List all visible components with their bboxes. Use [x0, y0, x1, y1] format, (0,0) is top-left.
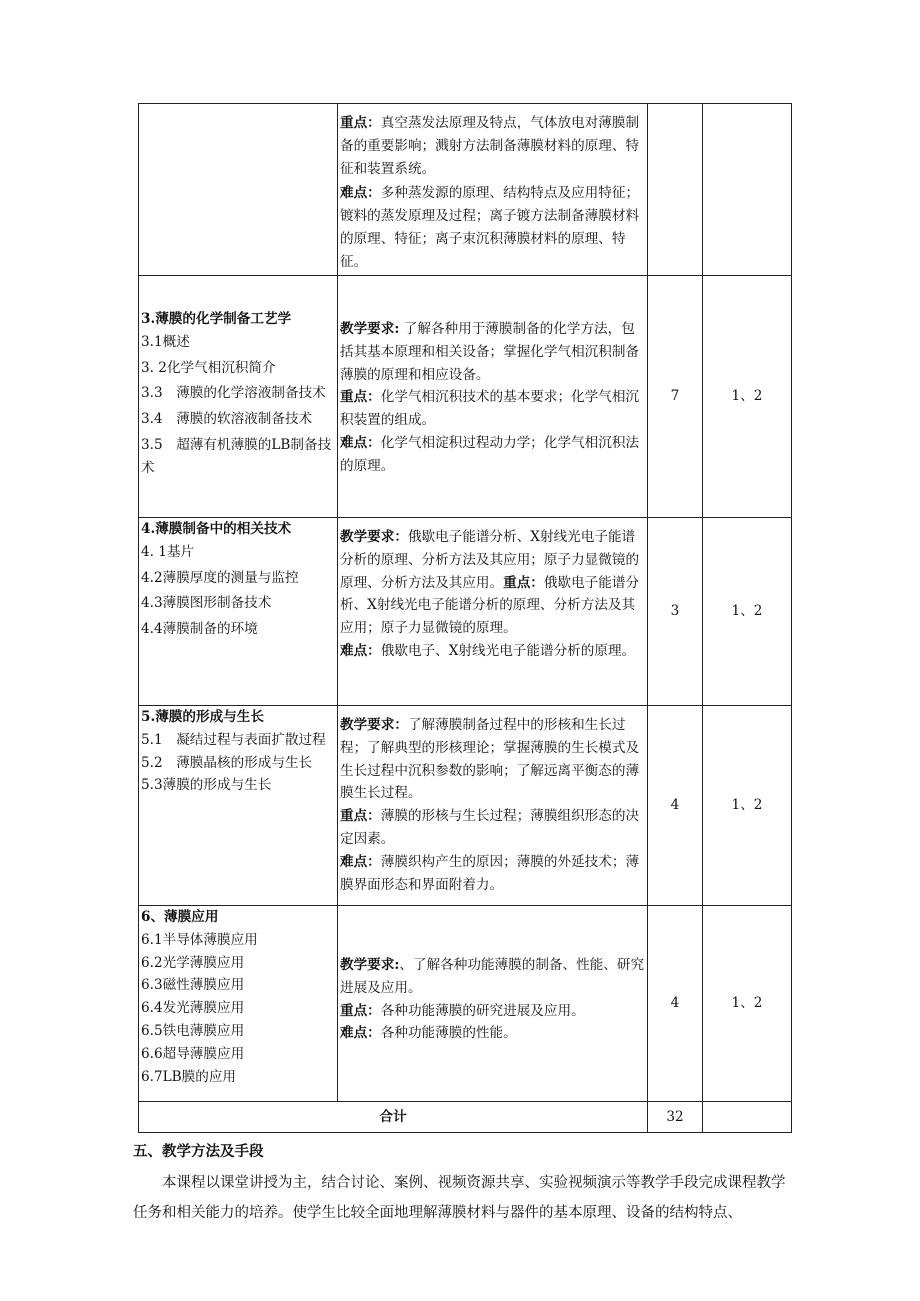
requirement-label: 教学要求: — [340, 957, 400, 973]
requirement-text: 化学气相淀积过程动力学；化学气相沉积法的原理。 — [340, 434, 640, 474]
requirement-block — [340, 714, 645, 805]
chapter-requirements — [338, 104, 648, 276]
chapter-row — [139, 104, 792, 276]
chapter-row — [139, 518, 792, 706]
chapter-requirements — [338, 276, 648, 518]
subtopic: 6.7LB膜的应用 — [141, 1068, 237, 1085]
requirement-label: 难点： — [340, 185, 381, 202]
requirement-text: 薄膜的形核与生长过程；薄膜组织形态的决定因素。 — [340, 808, 640, 847]
requirement-text: 、了解各种功能薄膜的制备、性能、研究进展及应用。 — [340, 957, 645, 996]
requirement-text: 化学气相沉积技术的基本要求；化学气相沉积装置的组成。 — [340, 389, 640, 429]
requirement-label: 难点： — [340, 434, 381, 451]
subtopic: 6.6超导薄膜应用 — [141, 1045, 245, 1062]
chapter-topics — [139, 518, 338, 706]
class-hours: 3 — [648, 518, 703, 706]
requirement-label: 教学要求： — [340, 717, 408, 733]
chapter-row — [139, 906, 792, 1102]
requirement-text: 了解薄膜制备过程中的形核和生长过程；了解典型的形核理论；掌握薄膜的生长模式及生长过程中沉积参数的影响；了解远离平衡态的薄膜生长过程。 — [340, 717, 640, 802]
requirement-text: 多种蒸发源的原理、结构特点及应用特征；镀料的蒸发原理及过程；离子镀方法制备薄膜材料的原理、特征；离子束沉积薄膜材料的原理、特征。 — [340, 185, 640, 270]
subtopic: 4.3薄膜图形制备技术 — [141, 595, 272, 612]
subtopic: 5.3薄膜的形成与生长 — [141, 777, 272, 794]
course-goals: 1、2 — [703, 706, 792, 906]
requirement-text: 俄歇电子能谱分析、X射线光电子能谱分析的原理、分析方法及其应用；原子力显微镜的原理、分析方法及其应用。 — [340, 529, 640, 591]
class-hours: 7 — [648, 276, 703, 518]
chapter-title: 5.薄膜的形成与生长 — [141, 709, 264, 725]
requirement-block — [340, 851, 645, 897]
chapter-row — [139, 706, 792, 906]
requirement-block — [340, 805, 645, 851]
method-paragraph: 本课程以课堂讲授为主，结合讨论、案例、视频资源共享、实验视频演示等教学手段完成课程教学任务和相关能力的培养。使学生比较全面地理解薄膜材料与器件的基本原理、设备的结构特点、 — [133, 1175, 786, 1221]
requirement-block — [340, 318, 645, 386]
requirement-text: 了解各种用于薄膜制备的化学方法，包括其基本原理和相关设备；掌握化学气相沉积制备薄膜的原理和相应设备。 — [340, 321, 640, 383]
subtopic: 6.1半导体薄膜应用 — [141, 931, 258, 948]
subtopic: 3.5 超薄有机薄膜的LB制备技术 — [141, 436, 332, 476]
class-hours — [648, 104, 703, 276]
chapter-title: 4.薄膜制备中的相关技术 — [141, 521, 292, 537]
chapter-requirements — [338, 706, 648, 906]
requirement-label: 难点： — [340, 642, 381, 659]
requirement-block — [340, 640, 645, 663]
requirement-block — [340, 182, 645, 273]
requirement-label: 教学要求： — [340, 529, 408, 545]
chapter-topics — [139, 104, 338, 276]
course-goals: 1、2 — [703, 518, 792, 706]
requirement-label: 重点： — [503, 574, 544, 591]
course-goals: 1、2 — [703, 906, 792, 1102]
requirement-label: 难点： — [340, 853, 381, 870]
total-label: 合计 — [139, 1102, 648, 1133]
requirement-block — [340, 1022, 645, 1045]
subtopic: 4.4薄膜制备的环境 — [141, 621, 258, 638]
chapter-topics — [139, 706, 338, 906]
subtopic: 6.3磁性薄膜应用 — [141, 977, 245, 994]
requirement-text: 各种功能薄膜的性能。 — [380, 1025, 517, 1042]
course-goals: 1、2 — [703, 276, 792, 518]
subtopic: 3.3 薄膜的化学溶液制备技术 — [141, 385, 326, 402]
requirement-label: 难点： — [340, 1025, 381, 1042]
requirement-block — [340, 112, 645, 180]
requirement-label: 重点： — [340, 1002, 381, 1019]
requirement-label: 重点： — [340, 808, 381, 825]
chapter-title: 6、薄膜应用 — [141, 909, 219, 925]
requirement-text: 各种功能薄膜的研究进展及应用。 — [380, 1002, 585, 1019]
requirement-label: 教学要求: — [340, 321, 400, 337]
subtopic: 6.5铁电薄膜应用 — [141, 1022, 245, 1039]
requirement-label: 重点： — [340, 115, 381, 131]
chapter-topics — [139, 276, 338, 518]
requirement-text: 真空蒸发法原理及特点，气体放电对薄膜制备的重要影响；溅射方法制备薄膜材料的原理、特征和装置系统。 — [340, 115, 640, 177]
requirement-text: 俄歇电子、X射线光电子能谱分析的原理。 — [380, 642, 636, 659]
section-title: 五、教学方法及手段 — [133, 1143, 264, 1160]
requirement-text: 俄歇电子能谱分析、X射线光电子能谱分析的原理、分析方法及其应用；原子力显微镜的原理。 — [340, 574, 640, 637]
chapter-title: 3.薄膜的化学制备工艺学 — [141, 311, 292, 327]
subtopic: 5.1 凝结过程与表面扩散过程 — [141, 731, 326, 748]
requirement-label: 重点： — [340, 389, 381, 406]
class-hours: 4 — [648, 706, 703, 906]
chapter-requirements — [338, 906, 648, 1102]
class-hours: 4 — [648, 906, 703, 1102]
subtopic: 3.1概述 — [141, 333, 190, 350]
requirement-text: 薄膜织构产生的原因；薄膜的外延技术；薄膜界面形态和界面附着力。 — [340, 853, 640, 893]
total-goals — [703, 1102, 792, 1133]
chapter-row — [139, 276, 792, 518]
course-goals — [703, 104, 792, 276]
total-row — [139, 1102, 792, 1133]
subtopic: 6.4发光薄膜应用 — [141, 1000, 245, 1017]
subtopic: 5.2 薄膜晶核的形成与生长 — [141, 754, 313, 771]
requirement-block — [340, 1000, 645, 1023]
chapter-requirements — [338, 518, 648, 706]
requirement-block — [340, 526, 645, 640]
subtopic: 3. 2化学气相沉积简介 — [141, 359, 276, 376]
syllabus-table — [138, 103, 792, 1133]
subtopic: 6.2光学薄膜应用 — [141, 954, 245, 971]
subtopic: 4. 1基片 — [141, 543, 195, 560]
subtopic: 4.2薄膜厚度的测量与监控 — [141, 569, 299, 586]
requirement-block — [340, 432, 645, 478]
chapter-topics — [139, 906, 338, 1102]
total-hours: 32 — [648, 1102, 703, 1133]
requirement-block — [340, 386, 645, 432]
requirement-block — [340, 954, 645, 1000]
subtopic: 3.4 薄膜的软溶液制备技术 — [141, 411, 313, 428]
